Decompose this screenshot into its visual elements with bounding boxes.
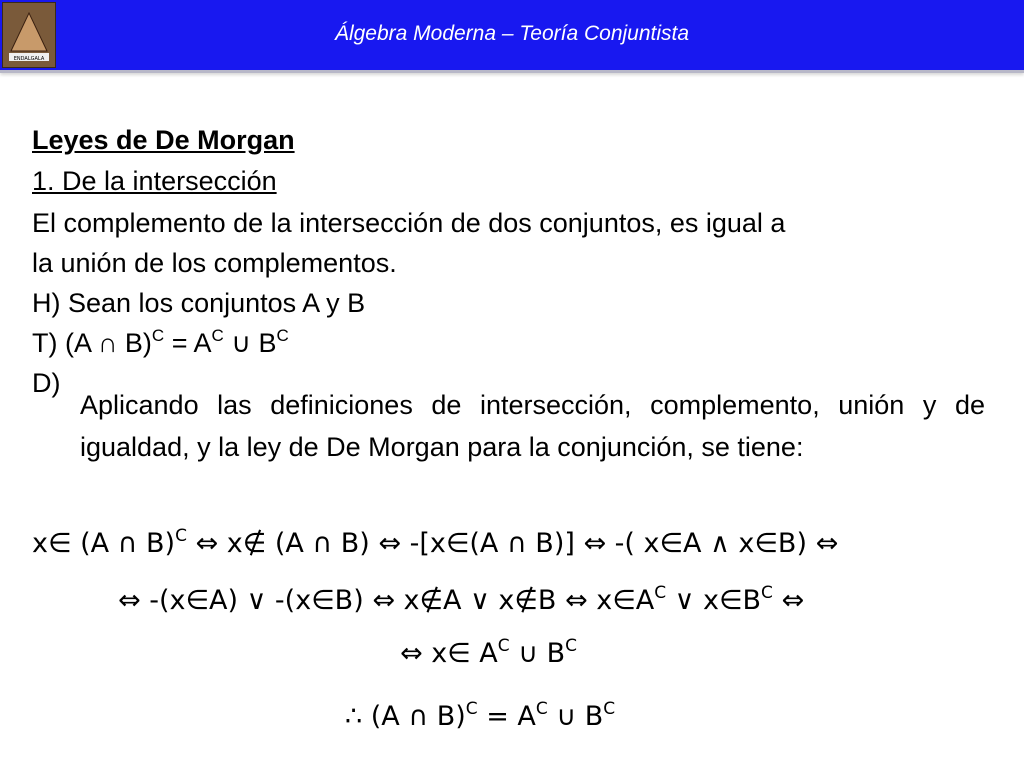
logo-text: ENDALGALA [13,56,45,62]
header-bar [0,0,1024,73]
derivation-line-1: x∈ (A ∩ B)$^C$ ⇔ x∉ (A ∩ B) ⇔ -[x∈(A ∩ B)] ⇔ -( x∈A ∧ x∈B) ⇔ [32,526,839,559]
derivation-line-3: ⇔ x∈ $A^C$ ∪ $B^C$ [400,636,577,669]
heading: Leyes de De Morgan [32,125,295,155]
subheading: 1. De la intersección [32,166,277,196]
statement-line-2: la unión de los complementos. [32,248,397,278]
derivation-line-2: ⇔ -(x∈A) ∨ -(x∈B) ⇔ x∉A ∨ x∉B ⇔ $x\in A^C$ ∨ $x\in B^C$ ⇔ [118,583,805,616]
conclusion: ∴ (A ∩ $B)^C = A^C$ ∪ $B^C$ [345,699,616,732]
statement-line-1: El complemento de la intersección de dos conjuntos, es igual a [32,208,786,238]
header-title: Álgebra Moderna – Teoría Conjuntista [334,22,690,45]
hypothesis: H) Sean los conjuntos A y B [32,288,366,318]
demo-paragraph: Aplicando las definiciones de intersección, complemento, unión y de igualdad, y la ley de De Morgan para la conjunción, se tiene: [80,390,985,462]
demo-label: D) [32,368,61,398]
thesis: T) (A ∩ $B)^C = A^C$ ∪ $B^C$ [32,326,289,358]
